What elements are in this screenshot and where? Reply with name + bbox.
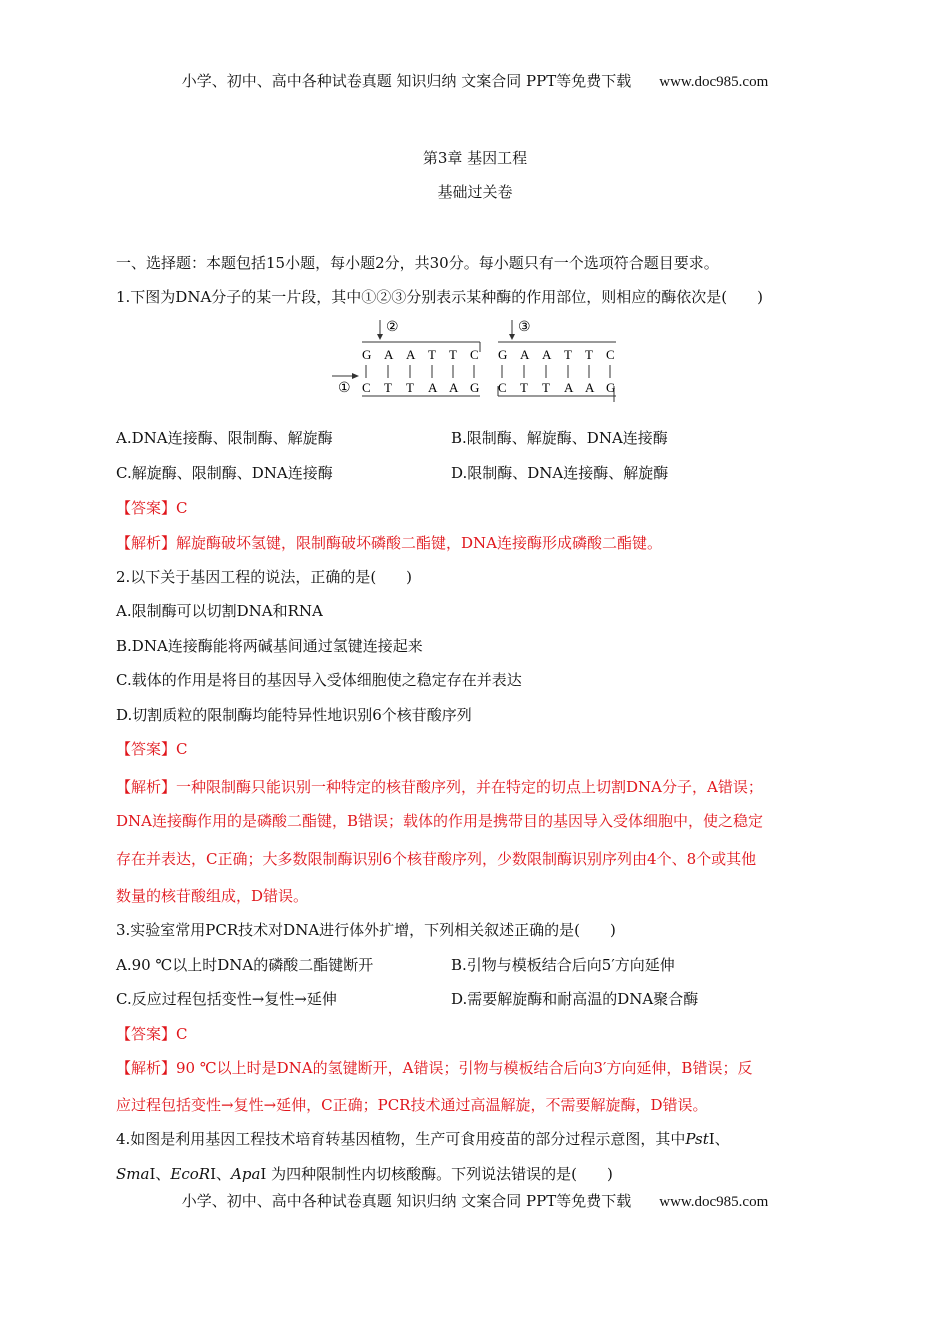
q2-answer: 【答案】C [116, 740, 188, 758]
stem-text: 为四种限制性内切核酸酶。下列说法错误的是( ) [271, 1165, 613, 1183]
page-footer [0, 1190, 950, 1211]
base: A [428, 380, 438, 395]
q1-option-c: C.解旋酶、限制酶、DNA连接酶 [116, 464, 333, 482]
q4-stem-l2 [116, 1163, 846, 1184]
analysis-tag: 【解析】 [116, 1059, 177, 1077]
base: A [449, 380, 459, 395]
label-3: ③ [518, 320, 531, 335]
q1-analysis [116, 532, 846, 553]
base: G [606, 380, 616, 395]
q1-option-b: B.限制酶、解旋酶、DNA连接酶 [451, 429, 668, 447]
q2-option-c: C.载体的作用是将目的基因导入受体细胞使之稳定存在并表达 [116, 671, 522, 689]
base: C [470, 347, 479, 362]
section-heading: 一、选择题：本题包括15小题，每小题2分，共30分。每小题只有一个选项符合题目要求。 [116, 254, 719, 272]
q3-stem: 3.实验室常用PCR技术对DNA进行体外扩增，下列相关叙述正确的是( ) [116, 921, 616, 939]
q3-analysis-l2: 应过程包括变性→复性→延伸，C正确；PCR技术通过高温解旋，不需要解旋酶，D错误。 [116, 1096, 708, 1114]
analysis-tag: 【解析】 [116, 778, 177, 796]
dna-figure [332, 312, 624, 402]
base: T [428, 347, 436, 362]
base: A [564, 380, 574, 395]
q1-option-a: A.DNA连接酶、限制酶、解旋酶 [116, 429, 333, 447]
base: G [362, 347, 372, 362]
q3-option-d: D.需要解旋酶和耐高温的DNA聚合酶 [451, 990, 699, 1008]
analysis-text: 一种限制酶只能识别一种特定的核苷酸序列，并在特定的切点上切割DNA分子，A错误； [176, 778, 763, 796]
base: A [585, 380, 595, 395]
base: G [498, 347, 508, 362]
base: C [362, 380, 371, 395]
q2-analysis-l1 [116, 776, 846, 797]
enzyme-suffix: Ⅰ、 [708, 1130, 730, 1148]
q3-option-b: B.引物与模板结合后向5′方向延伸 [451, 956, 675, 974]
q1-answer: 【答案】C [116, 499, 188, 517]
enzyme-suffix: Ⅰ [260, 1165, 267, 1183]
base: T [384, 380, 392, 395]
q2-analysis-l4: 数量的核苷酸组成，D错误。 [116, 887, 309, 905]
base: A [520, 347, 530, 362]
q2-stem: 2.以下关于基因工程的说法，正确的是( ) [116, 568, 413, 586]
base: T [520, 380, 528, 395]
enzyme-name: EcoR [170, 1165, 211, 1183]
base: T [406, 380, 414, 395]
analysis-text: 解旋酶破坏氢键，限制酶破坏磷酸二酯键，DNA连接酶形成磷酸二酯键。 [176, 534, 663, 552]
enzyme-name: Sma [116, 1165, 150, 1183]
enzyme-name: Apa [231, 1165, 261, 1183]
header-site[interactable]: www.doc985.com [659, 74, 769, 90]
q1-option-d: D.限制酶、DNA连接酶、解旋酶 [451, 464, 669, 482]
base: C [606, 347, 615, 362]
base: A [384, 347, 394, 362]
enzyme-suffix: Ⅰ、 [149, 1165, 171, 1183]
page-header [0, 70, 950, 91]
stem-text: 4.如图是利用基因工程技术培育转基因植物，生产可食用疫苗的部分过程示意图，其中 [116, 1130, 686, 1148]
q2-analysis-l2: DNA连接酶作用的是磷酸二酯键，B错误；载体的作用是携带目的基因导入受体细胞中，使之稳定 [116, 812, 764, 830]
header-text: 小学、初中、高中各种试卷真题 知识归纳 文案合同 PPT等免费下载 [181, 72, 632, 90]
q4-stem-l1 [116, 1128, 846, 1149]
base: A [542, 347, 552, 362]
analysis-tag: 【解析】 [116, 534, 177, 552]
enzyme-suffix: Ⅰ、 [210, 1165, 232, 1183]
dna-diagram [332, 312, 624, 402]
analysis-text: 90 ℃以上时是DNA的氢键断开，A错误；引物与模板结合后向3′方向延伸，B错误；反 [176, 1059, 753, 1077]
q2-option-d: D.切割质粒的限制酶均能特异性地识别6个核苷酸序列 [116, 706, 472, 724]
base: G [470, 380, 480, 395]
q3-option-a: A.90 ℃以上时DNA的磷酸二酯键断开 [116, 956, 374, 974]
q3-analysis-l1 [116, 1057, 846, 1078]
q3-option-c: C.反应过程包括变性→复性→延伸 [116, 990, 337, 1008]
q1-stem: 1.下图为DNA分子的某一片段，其中①②③分别表示某种酶的作用部位，则相应的酶依次是( ) [116, 288, 764, 306]
base: T [542, 380, 550, 395]
footer-site[interactable]: www.doc985.com [659, 1194, 769, 1210]
label-2: ② [386, 320, 399, 335]
base: C [498, 380, 507, 395]
enzyme-name: Pst [685, 1130, 709, 1148]
q3-answer: 【答案】C [116, 1025, 188, 1043]
q2-analysis-l3: 存在并表达，C正确；大多数限制酶识别6个核苷酸序列，少数限制酶识别序列由4个、8个或其他 [116, 850, 757, 868]
base: T [585, 347, 593, 362]
footer-text: 小学、初中、高中各种试卷真题 知识归纳 文案合同 PPT等免费下载 [181, 1192, 632, 1210]
base: T [564, 347, 572, 362]
chapter-title: 第3章 基因工程 [422, 149, 528, 167]
q2-option-b: B.DNA连接酶能将两碱基间通过氢键连接起来 [116, 637, 423, 655]
base: A [406, 347, 416, 362]
sub-title: 基础过关卷 [437, 183, 513, 201]
base: T [449, 347, 457, 362]
q2-option-a: A.限制酶可以切割DNA和RNA [116, 602, 323, 620]
label-1: ① [338, 381, 351, 396]
